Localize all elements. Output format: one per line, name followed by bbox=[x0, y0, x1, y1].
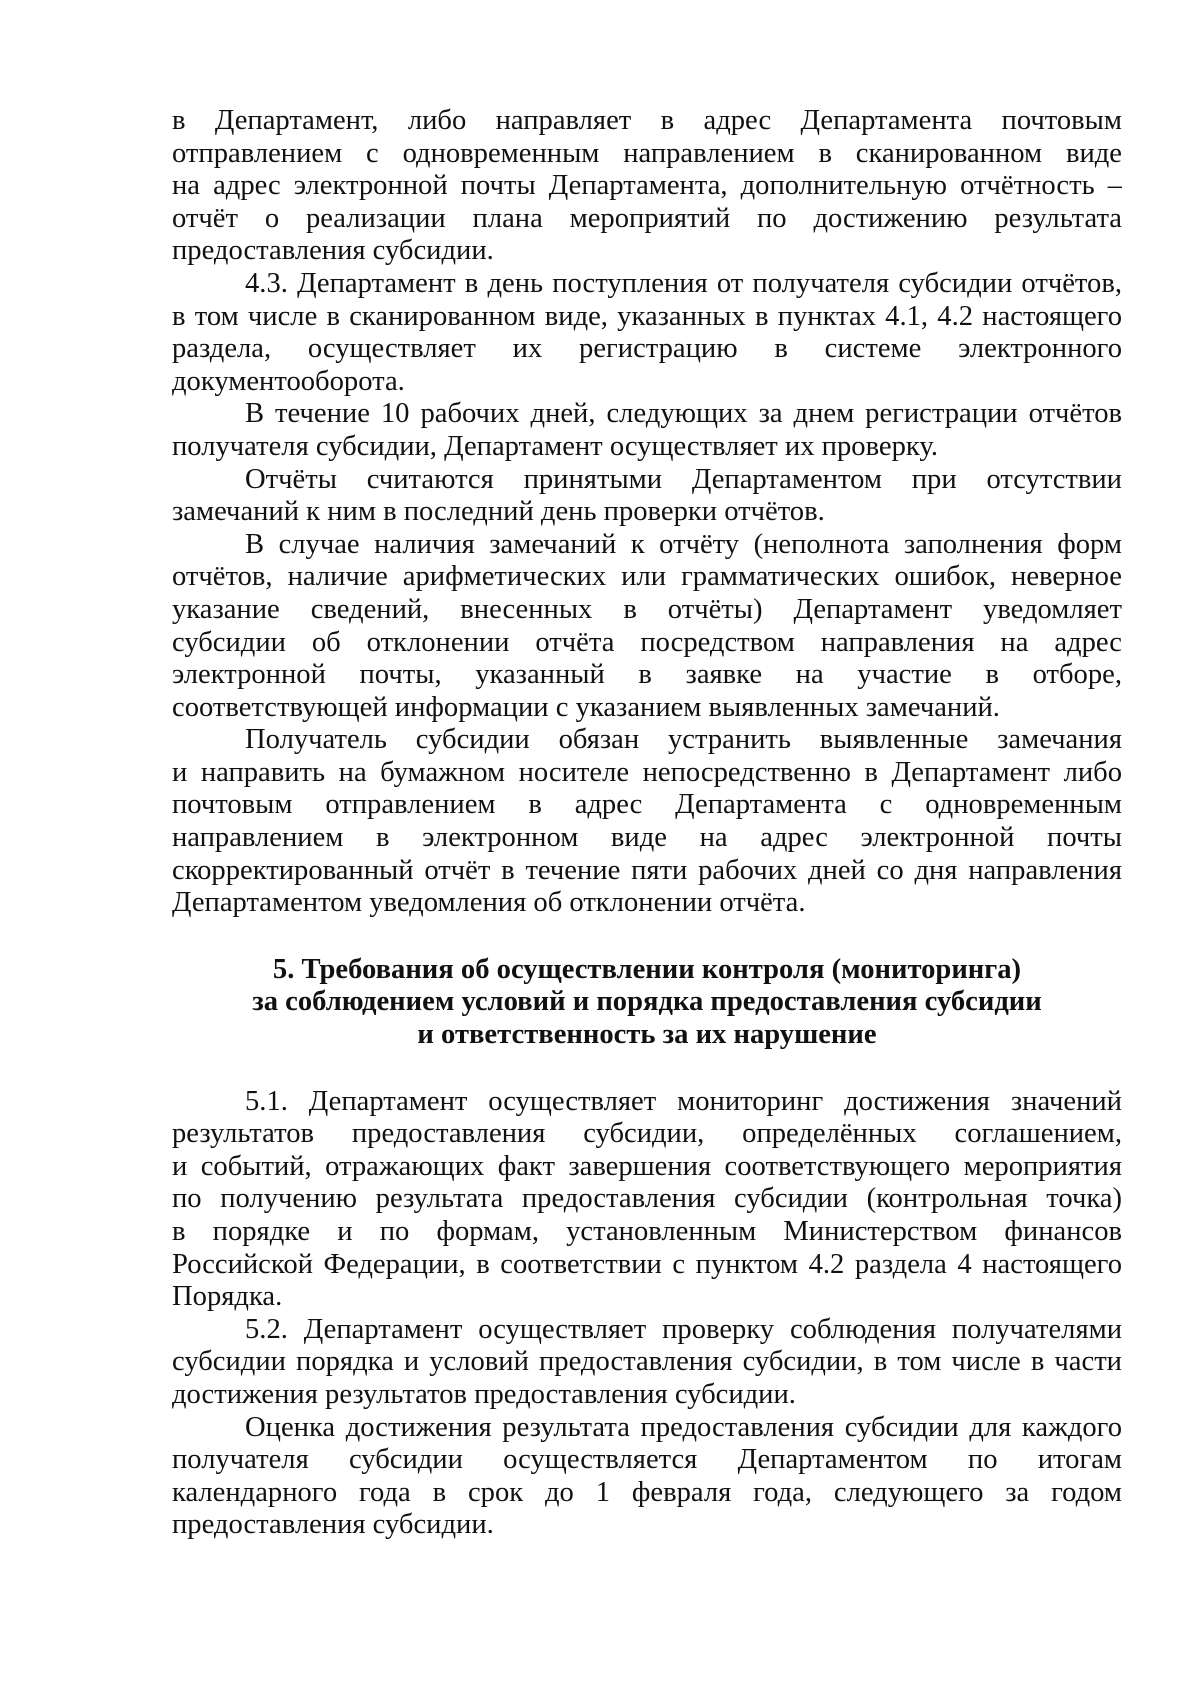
text-line: отправлением с одновременным направлением в сканированном виде bbox=[172, 137, 1122, 169]
paragraph-5-2 bbox=[172, 1314, 1122, 1412]
text-line: направлением в электронном виде на адрес электронной почты bbox=[172, 822, 1122, 854]
paragraph-continuation bbox=[172, 105, 1122, 268]
heading-line: за соблюдением условий и порядка предоставления субсидии bbox=[252, 986, 1042, 1018]
text-line: календарного года в срок до 1 февраля года, следующего за годом bbox=[172, 1476, 1122, 1508]
text-line: В течение 10 рабочих дней, следующих за днем регистрации отчётов bbox=[245, 398, 1122, 430]
section-5-heading bbox=[172, 954, 1122, 1052]
text-line: замечаний к ним в последний день проверки отчётов. bbox=[172, 496, 825, 528]
text-line: Оценка достижения результата предоставления субсидии для каждого bbox=[245, 1411, 1122, 1443]
text-line: в Департамент, либо направляет в адрес Департамента почтовым bbox=[172, 105, 1122, 136]
heading-line: 5. Требования об осуществлении контроля (мониторинга) bbox=[272, 953, 1022, 985]
text-line: на адрес электронной почты Департамента, дополнительную отчётность – bbox=[172, 170, 1122, 202]
text-line: отчётов, наличие арифметических или грамматических ошибок, неверное bbox=[172, 561, 1122, 593]
spacer bbox=[172, 920, 1122, 954]
text-line: достижения результатов предоставления субсидии. bbox=[172, 1378, 796, 1410]
text-line: получателя субсидии, Департамент осуществляет их проверку. bbox=[172, 430, 938, 462]
text-line: результатов предоставления субсидии, определённых соглашением, bbox=[172, 1118, 1122, 1150]
text-line: раздела, осуществляет их регистрацию в системе электронного bbox=[172, 333, 1122, 365]
paragraph-5-1 bbox=[172, 1086, 1122, 1314]
text-line: субсидии об отклонении отчёта посредством направления на адрес bbox=[172, 626, 1122, 658]
text-line: по получению результата предоставления субсидии (контрольная точка) bbox=[172, 1183, 1122, 1215]
text-line: скорректированный отчёт в течение пяти рабочих дней со дня направления bbox=[172, 854, 1122, 886]
text-line: Порядка. bbox=[172, 1281, 283, 1313]
paragraph-remarks bbox=[172, 529, 1122, 725]
paragraph-4-3 bbox=[172, 268, 1122, 398]
text-line: предоставления субсидии. bbox=[172, 1509, 494, 1541]
spacer bbox=[172, 1052, 1122, 1086]
text-line: 5.1. Департамент осуществляет мониторинг достижения значений bbox=[245, 1085, 1122, 1117]
text-line: и событий, отражающих факт завершения соответствующего мероприятия bbox=[172, 1150, 1122, 1182]
text-line: электронной почты, указанный в заявке на участие в отборе, bbox=[172, 659, 1122, 691]
text-line: Получатель субсидии обязан устранить выявленные замечания bbox=[245, 724, 1122, 756]
text-line: Отчёты считаются принятыми Департаментом при отсутствии bbox=[245, 463, 1122, 495]
paragraph-correction bbox=[172, 724, 1122, 920]
text-line: документооборота. bbox=[172, 365, 405, 397]
text-line: предоставления субсидии. bbox=[172, 235, 494, 267]
text-line: 5.2. Департамент осуществляет проверку соблюдения получателями bbox=[245, 1313, 1122, 1345]
text-line: почтовым отправлением в адрес Департамента с одновременным bbox=[172, 789, 1122, 821]
text-line: субсидии порядка и условий предоставления субсидии, в том числе в части bbox=[172, 1346, 1122, 1378]
text-line: в том числе в сканированном виде, указанных в пунктах 4.1, 4.2 настоящего bbox=[172, 300, 1122, 332]
text-line: В случае наличия замечаний к отчёту (неполнота заполнения форм bbox=[245, 528, 1122, 560]
text-line: Департаментом уведомления об отклонении отчёта. bbox=[172, 887, 806, 919]
paragraph-accepted bbox=[172, 464, 1122, 529]
paragraph-evaluation bbox=[172, 1412, 1122, 1542]
text-line: отчёт о реализации плана мероприятий по достижению результата bbox=[172, 202, 1122, 234]
text-line: Российской Федерации, в соответствии с пунктом 4.2 раздела 4 настоящего bbox=[172, 1248, 1122, 1280]
text-line: в порядке и по формам, установленным Министерством финансов bbox=[172, 1216, 1122, 1247]
paragraph-review bbox=[172, 398, 1122, 463]
text-line: соответствующей информации с указанием выявленных замечаний. bbox=[172, 691, 1000, 723]
heading-line: и ответственность за их нарушение bbox=[417, 1019, 877, 1051]
text-line: указание сведений, внесенных в отчёты) Департамент уведомляет bbox=[172, 593, 1122, 625]
text-line: и направить на бумажном носителе непосредственно в Департамент либо bbox=[172, 756, 1122, 788]
text-line: получателя субсидии осуществляется Департаментом по итогам bbox=[172, 1444, 1122, 1476]
document-page bbox=[172, 105, 1122, 1542]
text-line: 4.3. Департамент в день поступления от получателя субсидии отчётов, bbox=[245, 267, 1122, 299]
